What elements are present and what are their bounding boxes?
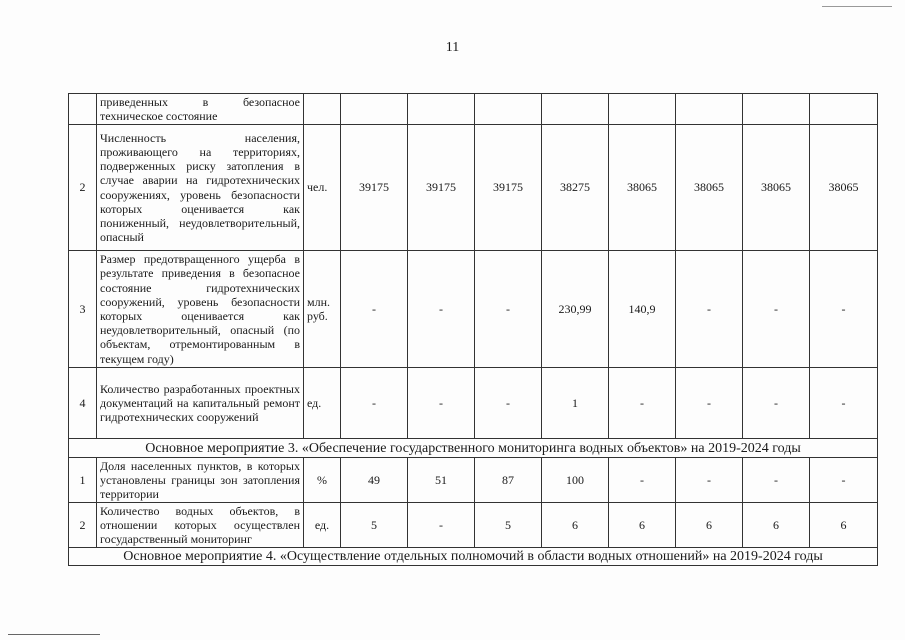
- value-cell: 38275: [542, 125, 609, 251]
- value-cell: [676, 94, 743, 125]
- section-header-row: [69, 439, 878, 458]
- value-cell: [341, 94, 408, 125]
- value-cell: -: [810, 458, 878, 503]
- row-number: 3: [69, 251, 97, 368]
- row-number: [69, 94, 97, 125]
- unit-cell: [304, 94, 341, 125]
- unit-cell: %: [304, 458, 341, 503]
- indicators-table: [68, 93, 878, 566]
- value-cell: 39175: [341, 125, 408, 251]
- value-cell: -: [810, 368, 878, 439]
- bottom-left-rule: [8, 634, 100, 635]
- value-cell: -: [810, 251, 878, 368]
- value-cell: 38065: [810, 125, 878, 251]
- value-cell: 38065: [743, 125, 810, 251]
- value-cell: [542, 94, 609, 125]
- value-cell: [743, 94, 810, 125]
- value-cell: -: [609, 458, 676, 503]
- section-4-title: Основное мероприятие 4. «Осуществление отдельных полномочий в области водных отношений» на 2019-2024 годы: [69, 548, 878, 566]
- value-cell: -: [408, 503, 475, 548]
- row-number: 4: [69, 368, 97, 439]
- section-header-row: [69, 548, 878, 566]
- row-number: 2: [69, 125, 97, 251]
- value-cell: 38065: [609, 125, 676, 251]
- page-number: 11: [445, 40, 460, 55]
- value-cell: 87: [475, 458, 542, 503]
- row-number: 1: [69, 458, 97, 503]
- unit-cell: ед.: [304, 503, 341, 548]
- value-cell: -: [475, 251, 542, 368]
- value-cell: -: [341, 368, 408, 439]
- value-cell: [408, 94, 475, 125]
- value-cell: [810, 94, 878, 125]
- value-cell: -: [609, 368, 676, 439]
- value-cell: -: [341, 251, 408, 368]
- row-number: 2: [69, 503, 97, 548]
- table-row: [69, 251, 878, 368]
- indicator-name: Численность населения, проживающего на территориях, подверженных риску затопления в случае аварии на гидротехнических сооружениях, уровень безопасности которых оценивается как пониженный, неудовлетворительный, опасный: [97, 125, 304, 251]
- value-cell: -: [743, 458, 810, 503]
- table-row: [69, 94, 878, 125]
- value-cell: -: [676, 368, 743, 439]
- value-cell: 1: [542, 368, 609, 439]
- unit-cell: чел.: [304, 125, 341, 251]
- value-cell: 6: [810, 503, 878, 548]
- value-cell: 6: [542, 503, 609, 548]
- indicator-name: Количество разработанных проектных документаций на капитальный ремонт гидротехнических сооружений: [97, 368, 304, 439]
- value-cell: -: [408, 251, 475, 368]
- value-cell: -: [676, 251, 743, 368]
- value-cell: 140,9: [609, 251, 676, 368]
- value-cell: -: [408, 368, 475, 439]
- value-cell: 51: [408, 458, 475, 503]
- indicator-name: Доля населенных пунктов, в которых установлены границы зон затопления территории: [97, 458, 304, 503]
- table-row: [69, 368, 878, 439]
- value-cell: 230,99: [542, 251, 609, 368]
- value-cell: -: [676, 458, 743, 503]
- unit-cell: млн. руб.: [304, 251, 341, 368]
- value-cell: 5: [341, 503, 408, 548]
- value-cell: 100: [542, 458, 609, 503]
- value-cell: 6: [676, 503, 743, 548]
- unit-cell: ед.: [304, 368, 341, 439]
- value-cell: -: [743, 368, 810, 439]
- value-cell: -: [475, 368, 542, 439]
- value-cell: 6: [743, 503, 810, 548]
- value-cell: 6: [609, 503, 676, 548]
- value-cell: 49: [341, 458, 408, 503]
- table-row: [69, 458, 878, 503]
- indicator-name: Размер предотвращенного ущерба в результате приведения в безопасное состояние гидротехнических сооружений, уровень безопасности которых оценивается как неудовлетворительный, опасный (по объектам, отремонтированным в текущем году): [97, 251, 304, 368]
- value-cell: 39175: [475, 125, 542, 251]
- value-cell: 5: [475, 503, 542, 548]
- indicator-name: приведенных в безопасное техническое состояние: [97, 94, 304, 125]
- indicator-name: Количество водных объектов, в отношении которых осуществлен государственный мониторинг: [97, 503, 304, 548]
- value-cell: [475, 94, 542, 125]
- value-cell: -: [743, 251, 810, 368]
- value-cell: [609, 94, 676, 125]
- section-3-title: Основное мероприятие 3. «Обеспечение государственного мониторинга водных объектов» на 2019-2024 годы: [69, 439, 878, 458]
- table-row: [69, 503, 878, 548]
- top-right-rule: [822, 6, 892, 7]
- table-row: [69, 125, 878, 251]
- value-cell: 38065: [676, 125, 743, 251]
- value-cell: 39175: [408, 125, 475, 251]
